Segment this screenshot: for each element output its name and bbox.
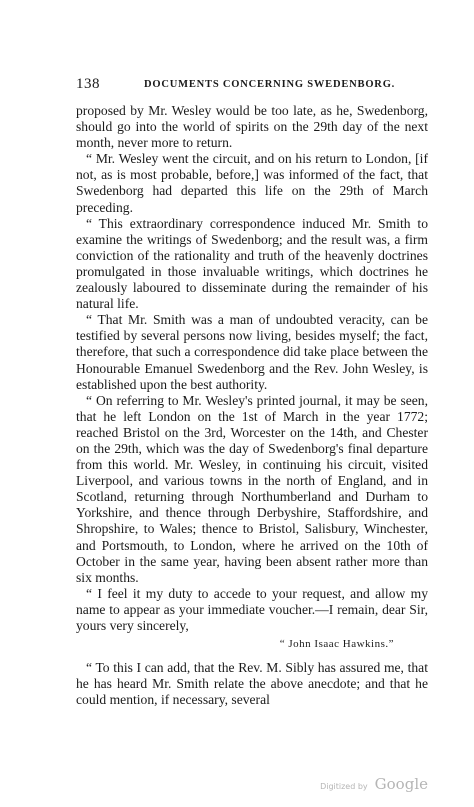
paragraph: “ On referring to Mr. Wesley's printed journal, it may be seen, that he left London on the 1st of March in the year 1772; reached Bristol on the 3rd, Worcester on the 14th, and Chester on the 29th, which was the day of Swedenborg's final departure from this world. Mr. Wesley, in continuing his circuit, visited Liverpool, and various towns in the north of England, and in Scotland, returning through Northumberland and Durham to Yorkshire, and thence through Derbyshire, Staffordshire, and Shropshire, to Wales; thence to Bristol, Salisbury, Winchester, and Portsmouth, to London, where he arrived on the 10th of October in the same year, having been absent rather more than six months. [76,392,428,585]
signature-text: “ John Isaac Hawkins.” [279,638,394,651]
google-watermark [320,775,428,794]
paragraph: “ I feel it my duty to accede to your request, and allow my name to appear as your immediate voucher.—I remain, dear Sir, yours very sincerely, [76,585,428,633]
page-number: 138 [76,76,100,92]
page-header [76,76,416,92]
signature [76,635,428,652]
google-logo: Google [374,775,428,793]
paragraph: “ This extraordinary correspondence induced Mr. Smith to examine the writings of Swedenborg; and the result was, a firm conviction of the rationality and truth of the heavenly doctrines promulgated in those invaluable writings, which doctrines he zealously laboured to disseminate during the remainder of his natural life. [76,215,428,312]
paragraph: “ Mr. Wesley went the circuit, and on his return to London, [if not, as is most probable, before,] was informed of the fact, that Swedenborg had departed this life on the 29th of March preceding. [76,151,428,215]
page-body [76,103,428,708]
paragraph: “ To this I can add, that the Rev. M. Sibly has assured me, that he has heard Mr. Smith relate the above anecdote; and that he could mention, if necessary, several [76,660,428,708]
paragraph: proposed by Mr. Wesley would be too late, as he, Swedenborg, should go into the world of spirits on the 29th day of the next month, never more to return. [76,103,428,151]
running-head: DOCUMENTS CONCERNING SWEDENBORG. [144,79,396,90]
watermark-prefix: Digitized by [320,782,368,791]
paragraph: “ That Mr. Smith was a man of undoubted veracity, can be testified by several persons now living, besides myself; the fact, therefore, that such a correspondence did take place between the Honourable Emanuel Swedenborg and the Rev. John Wesley, is established upon the best authority. [76,312,428,392]
